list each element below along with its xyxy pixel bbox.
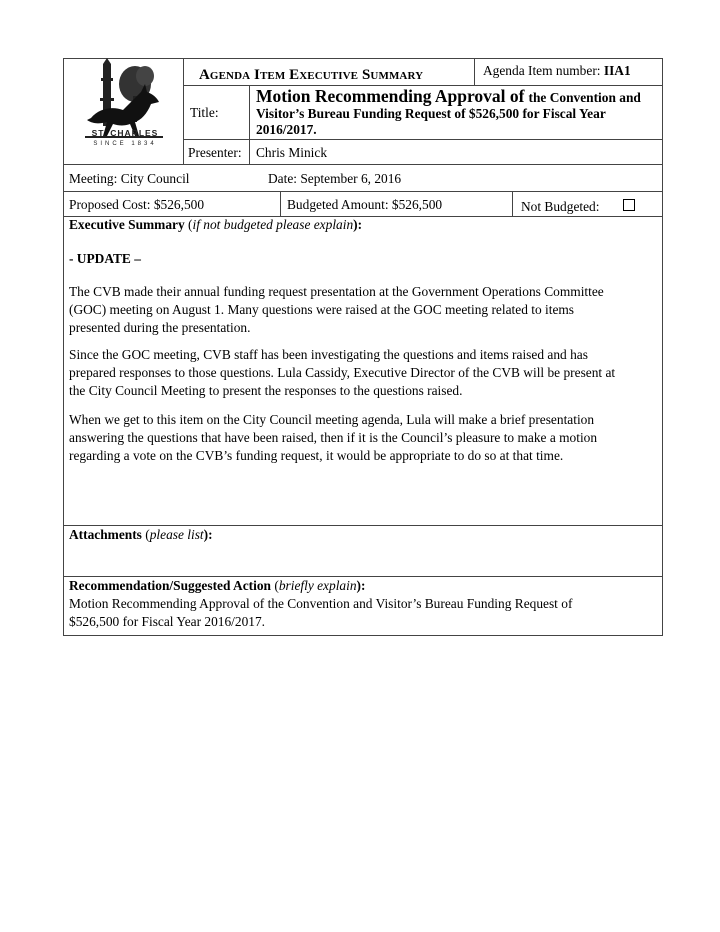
form-heading: Agenda Item Executive Summary [199,67,424,83]
title-small: the Convention and [528,90,641,105]
title-line-3: 2016/2017. [256,122,317,137]
not-budgeted-label: Not Budgeted: [521,199,600,214]
divider-cost-1 [280,191,281,216]
city-since: SINCE 1834 [93,141,157,147]
title-line-2: Visitor’s Bureau Funding Request of $526,500 for Fiscal Year [256,106,606,121]
divider-logo [183,58,184,164]
agenda-item-label: Agenda Item number: [483,63,601,78]
not-budgeted-checkbox[interactable] [623,199,635,211]
agenda-item-value: IIA1 [603,63,631,78]
divider-presenter [63,164,663,165]
recommendation-heading: Recommendation/Suggested Action (briefly explain): [69,578,366,593]
executive-summary-heading: Executive Summary (if not budgeted please explain): [69,217,363,232]
title-line-1 [256,86,641,107]
title-large: Motion Recommending Approval of [256,86,525,106]
divider-agenda-number [474,58,475,85]
recommendation-text: Motion Recommending Approval of the Convention and Visitor’s Bureau Funding Request of $526,500 for Fiscal Year 2016/2017. [69,596,573,629]
meeting-type: Meeting: City Council [69,171,190,186]
summary-paragraph-1: The CVB made their annual funding request presentation at the Government Operations Committee (GOC) meeting on August 1. Many questions were raised at the GOC meeting related to items presented during the presentation. [69,284,604,335]
city-name: ST. CHARLES [91,128,159,138]
presenter-label: Presenter: [188,145,242,160]
divider-summary [63,525,663,526]
summary-paragraph-2: Since the GOC meeting, CVB staff has been investigating the questions and items raised and has prepared responses to those questions. Lula Cassidy, Executive Director of the CVB will be present at the City Council Meeting to present the responses to the questions raised. [69,347,616,398]
agenda-item-number [483,63,631,79]
divider-title [183,139,663,140]
divider-cost-2 [512,191,513,216]
update-heading: - UPDATE – [69,251,141,266]
presenter-name: Chris Minick [256,145,328,160]
attachments-heading: Attachments (please list): [69,527,213,542]
divider-title-label [249,85,250,164]
summary-paragraph-3: When we get to this item on the City Council meeting agenda, Lula will make a brief presentation answering the questions that have been raised, then if it is the Council’s pleasure to make a motion regarding a vote on the CVB’s funding request, it would be appropriate to do so at that time. [69,412,598,463]
divider-attachments [63,576,663,577]
divider-meeting [63,191,663,192]
meeting-date: Date: September 6, 2016 [268,171,402,186]
budgeted-amount: Budgeted Amount: $526,500 [287,197,443,212]
proposed-cost: Proposed Cost: $526,500 [69,197,205,212]
title-label: Title: [190,105,219,120]
